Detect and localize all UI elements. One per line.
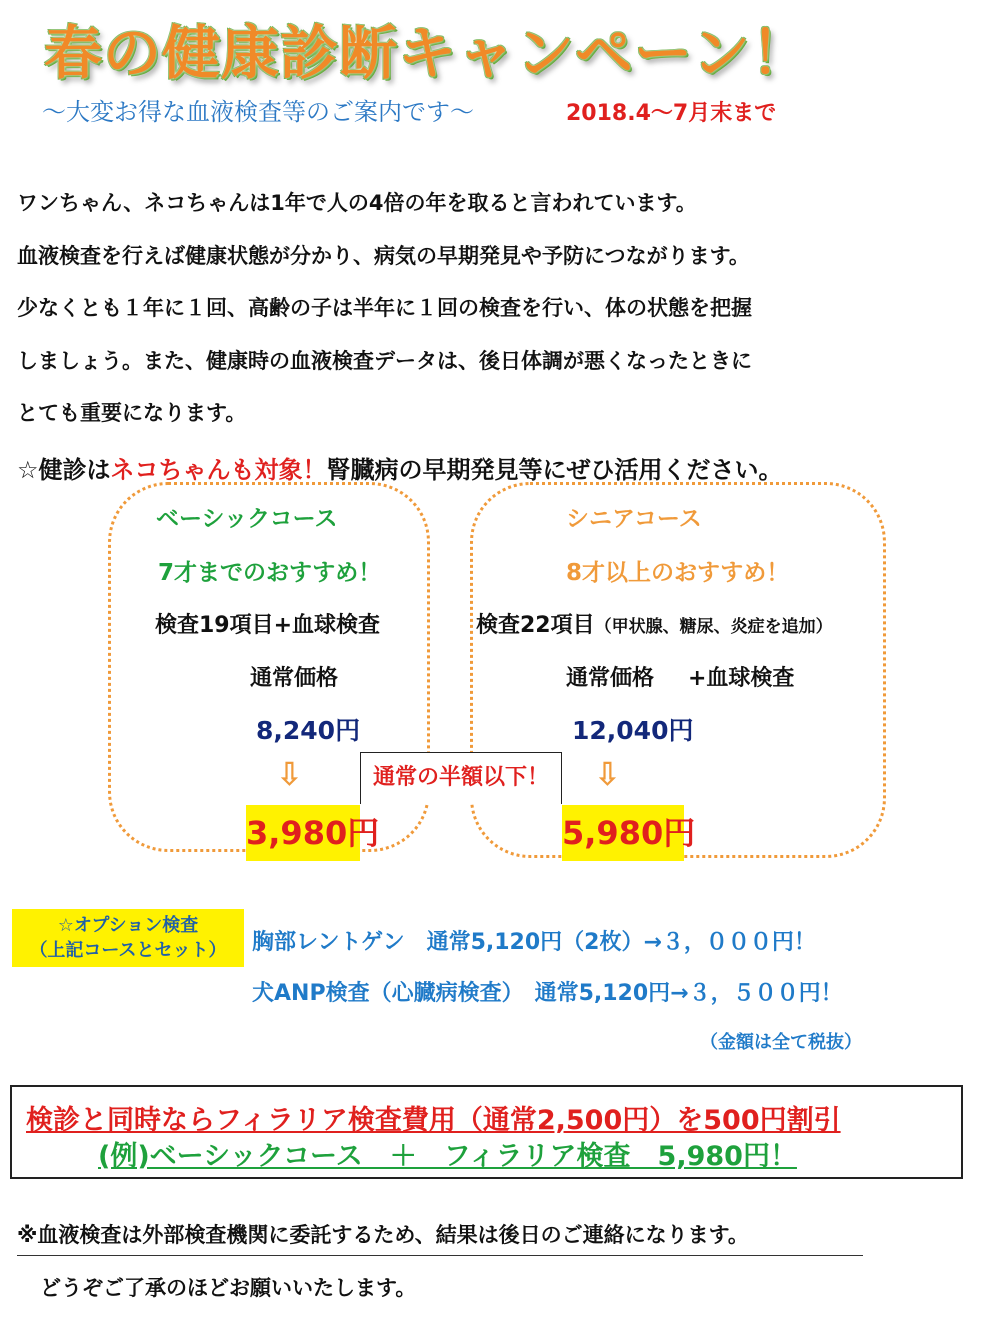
notice-suffix: 腎臓病の早期発見等にぜひ活用ください。 — [326, 456, 783, 484]
senior-regular-label: 通常価格 — [566, 666, 655, 691]
half-price-label: 通常の半額以下！ — [360, 752, 562, 804]
senior-regular-price: 12,040円 — [572, 716, 694, 745]
senior-course-items-row — [476, 608, 833, 639]
senior-course-target: 8才以上のおすすめ！ — [566, 560, 790, 586]
notice-highlight: ネコちゃんも対象！ — [110, 456, 327, 484]
page-title: 春の健康診断キャンペーン！ — [44, 19, 810, 87]
tax-note: （金額は全て税抜） — [700, 1032, 862, 1053]
basic-regular-price: 8,240円 — [256, 716, 361, 745]
footer-thanks: どうぞご了承のほどお願いいたします。 — [40, 1276, 417, 1300]
filaria-example: (例)ベーシックコース ＋ フィラリア検査 5,980円！ — [98, 1141, 797, 1172]
option-badge-line-2: （上記コースとセット） — [29, 940, 227, 961]
basic-down-arrow-icon: ⇩ — [276, 755, 303, 793]
senior-course-items-note: （甲状腺、糖尿、炎症を追加） — [594, 617, 833, 637]
campaign-period: 2018.4～7月末まで — [566, 101, 777, 126]
basic-regular-label: 通常価格 — [250, 666, 339, 691]
senior-course-items: 検査22項目 — [476, 613, 595, 638]
intro-line-4: しましょう。また、健康時の血液検査データは、後日体調が悪くなったときに — [17, 349, 752, 373]
option-badge-line-1: ☆オプション検査 — [57, 915, 199, 936]
filaria-discount: 検診と同時ならフィラリア検査費用（通常2,500円）を500円割引 — [26, 1105, 841, 1136]
notice-prefix: ☆健診は — [17, 456, 111, 484]
option-anp: 犬ANP検査（心臓病検査） 通常5,120円→３，５００円！ — [252, 981, 843, 1006]
basic-sale-price: 3,980円 — [246, 805, 360, 861]
senior-sale-price: 5,980円 — [562, 805, 684, 861]
senior-course-name: シニアコース — [566, 506, 702, 532]
intro-line-1: ワンちゃん、ネコちゃんは1年で人の4倍の年を取ると言われています。 — [17, 191, 697, 215]
senior-regular-extra: +血球検査 — [688, 666, 795, 691]
basic-course-name: ベーシックコース — [156, 506, 338, 532]
intro-line-3: 少なくとも１年に１回、高齢の子は半年に１回の検査を行い、体の状態を把握 — [17, 296, 752, 320]
basic-course-target: 7才までのおすすめ！ — [158, 560, 382, 586]
basic-course-items: 検査19項目+血球検査 — [155, 613, 381, 638]
subtitle: ～大変お得な血液検査等のご案内です～ — [42, 98, 474, 126]
footer-note: ※血液検査は外部検査機関に委託するため、結果は後日のご連絡になります。 — [17, 1219, 863, 1256]
option-xray: 胸部レントゲン 通常5,120円（2枚）→３，０００円！ — [252, 930, 816, 955]
option-badge — [12, 909, 244, 967]
cat-notice — [17, 450, 783, 485]
senior-down-arrow-icon: ⇩ — [594, 755, 621, 793]
intro-line-2: 血液検査を行えば健康状態が分かり、病気の早期発見や予防につながります。 — [17, 244, 750, 268]
intro-line-5: とても重要になります。 — [17, 401, 247, 425]
